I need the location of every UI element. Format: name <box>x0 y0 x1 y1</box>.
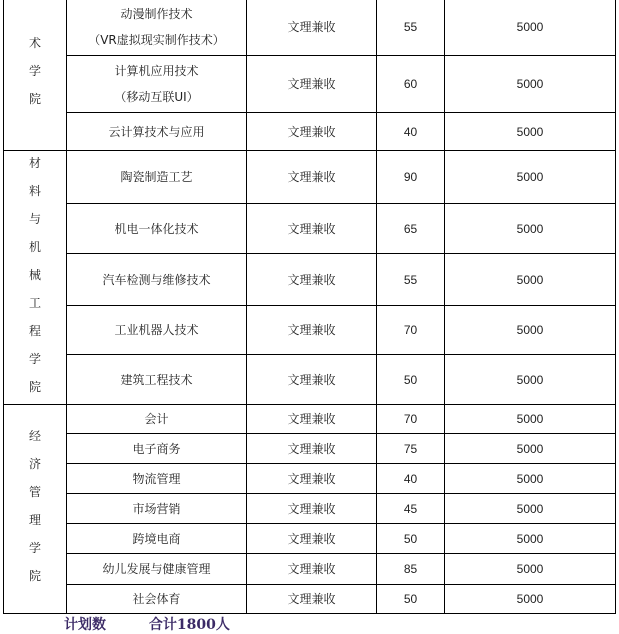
college-char: 械 <box>28 267 41 282</box>
tuition-cell: 5000 <box>445 494 616 524</box>
plan-count-cell: 50 <box>377 524 445 554</box>
college-char: 学 <box>28 64 41 78</box>
major-cell <box>67 524 247 554</box>
subject-type-cell: 文理兼收 <box>247 204 377 254</box>
subject-type-cell: 文理兼收 <box>247 56 377 113</box>
plan-count-cell: 60 <box>377 56 445 113</box>
college-cell <box>4 405 67 614</box>
major-name: 物流管理 <box>132 471 181 486</box>
table-row <box>4 464 616 494</box>
major-name: 计算机应用技术 <box>114 64 199 78</box>
tuition-cell: 5000 <box>445 254 616 306</box>
major-name: 电子商务 <box>132 441 181 456</box>
tuition-cell: 5000 <box>445 113 616 151</box>
table-row <box>4 524 616 554</box>
subject-type-cell: 文理兼收 <box>247 405 377 434</box>
major-cell <box>67 56 247 113</box>
college-cell <box>4 0 67 151</box>
table-body <box>4 0 616 614</box>
tuition-cell: 5000 <box>445 355 616 405</box>
college-char: 院 <box>28 92 41 106</box>
college-char: 经 <box>28 429 41 443</box>
table-row <box>4 405 616 434</box>
subject-type-cell: 文理兼收 <box>247 585 377 614</box>
plan-count-cell: 55 <box>377 0 445 56</box>
table-row <box>4 355 616 405</box>
college-cell <box>4 151 67 405</box>
subject-type-cell: 文理兼收 <box>247 113 377 151</box>
college-char: 程 <box>28 323 41 338</box>
tuition-cell: 5000 <box>445 204 616 254</box>
tuition-cell: 5000 <box>445 585 616 614</box>
plan-count-cell: 70 <box>377 405 445 434</box>
college-char: 学 <box>28 541 41 555</box>
tuition-cell: 5000 <box>445 306 616 355</box>
college-char: 术 <box>28 36 41 50</box>
major-cell <box>67 113 247 151</box>
table-row <box>4 113 616 151</box>
college-char: 院 <box>28 379 41 394</box>
plan-count-cell: 65 <box>377 204 445 254</box>
major-cell <box>67 254 247 306</box>
major-name: （VR虚拟现实制作技术） <box>88 32 225 47</box>
tuition-cell: 5000 <box>445 464 616 494</box>
plan-count-cell: 55 <box>377 254 445 306</box>
tuition-cell: 5000 <box>445 524 616 554</box>
major-name: 工业机器人技术 <box>114 323 199 337</box>
table-row <box>4 0 616 56</box>
tuition-cell: 5000 <box>445 434 616 464</box>
plan-count-cell: 40 <box>377 464 445 494</box>
college-char: 与 <box>28 211 41 226</box>
major-cell <box>67 494 247 524</box>
tuition-cell: 5000 <box>445 151 616 204</box>
enrollment-plan-table <box>3 0 616 614</box>
subject-type-cell: 文理兼收 <box>247 151 377 204</box>
major-name: 动漫制作技术 <box>120 6 193 21</box>
college-char: 学 <box>28 351 41 366</box>
college-char: 工 <box>28 295 41 310</box>
plan-count-cell: 90 <box>377 151 445 204</box>
college-char: 济 <box>28 457 41 471</box>
tuition-cell: 5000 <box>445 554 616 585</box>
major-name: 幼儿发展与健康管理 <box>102 562 211 576</box>
major-name: 机电一体化技术 <box>114 221 199 236</box>
plan-count-cell: 50 <box>377 585 445 614</box>
plan-count-cell: 85 <box>377 554 445 585</box>
subject-type-cell: 文理兼收 <box>247 0 377 56</box>
subject-type-cell: 文理兼收 <box>247 464 377 494</box>
major-name: 陶瓷制造工艺 <box>120 170 193 184</box>
major-cell <box>67 306 247 355</box>
table-row <box>4 151 616 204</box>
plan-count-cell: 45 <box>377 494 445 524</box>
major-name: 汽车检测与维修技术 <box>102 272 211 287</box>
plan-count-cell: 40 <box>377 113 445 151</box>
college-char: 料 <box>28 183 41 198</box>
major-cell <box>67 405 247 434</box>
college-char: 院 <box>28 569 41 583</box>
major-cell <box>67 355 247 405</box>
tuition-cell: 5000 <box>445 405 616 434</box>
table-row <box>4 494 616 524</box>
plan-total: 合计1800人 <box>148 617 230 633</box>
major-cell <box>67 434 247 464</box>
plan-summary <box>64 614 230 634</box>
table-row <box>4 204 616 254</box>
major-name: 市场营销 <box>132 501 181 516</box>
major-name: 会计 <box>144 412 169 426</box>
major-name: 云计算技术与应用 <box>108 124 205 139</box>
major-cell <box>67 464 247 494</box>
table-row <box>4 56 616 113</box>
subject-type-cell: 文理兼收 <box>247 355 377 405</box>
major-name: 跨境电商 <box>132 531 181 546</box>
major-name: 社会体育 <box>132 592 181 606</box>
plan-count-cell: 70 <box>377 306 445 355</box>
subject-type-cell: 文理兼收 <box>247 554 377 585</box>
major-cell <box>67 204 247 254</box>
college-char: 管 <box>28 485 41 499</box>
major-name: （移动互联UI） <box>114 90 199 104</box>
major-cell <box>67 585 247 614</box>
tuition-cell: 5000 <box>445 0 616 56</box>
table-row <box>4 585 616 614</box>
plan-count-cell: 75 <box>377 434 445 464</box>
major-cell <box>67 151 247 204</box>
plan-count-cell: 50 <box>377 355 445 405</box>
college-char: 机 <box>28 239 41 254</box>
college-char: 理 <box>28 513 41 527</box>
college-char: 材 <box>28 155 41 170</box>
table-row <box>4 306 616 355</box>
subject-type-cell: 文理兼收 <box>247 306 377 355</box>
major-cell <box>67 0 247 56</box>
subject-type-cell: 文理兼收 <box>247 254 377 306</box>
subject-type-cell: 文理兼收 <box>247 524 377 554</box>
table-row <box>4 254 616 306</box>
major-cell <box>67 554 247 585</box>
table-row <box>4 434 616 464</box>
tuition-cell: 5000 <box>445 56 616 113</box>
table-row <box>4 554 616 585</box>
major-name: 建筑工程技术 <box>120 372 193 387</box>
subject-type-cell: 文理兼收 <box>247 434 377 464</box>
plan-count-label: 计划数 <box>64 617 106 633</box>
subject-type-cell: 文理兼收 <box>247 494 377 524</box>
